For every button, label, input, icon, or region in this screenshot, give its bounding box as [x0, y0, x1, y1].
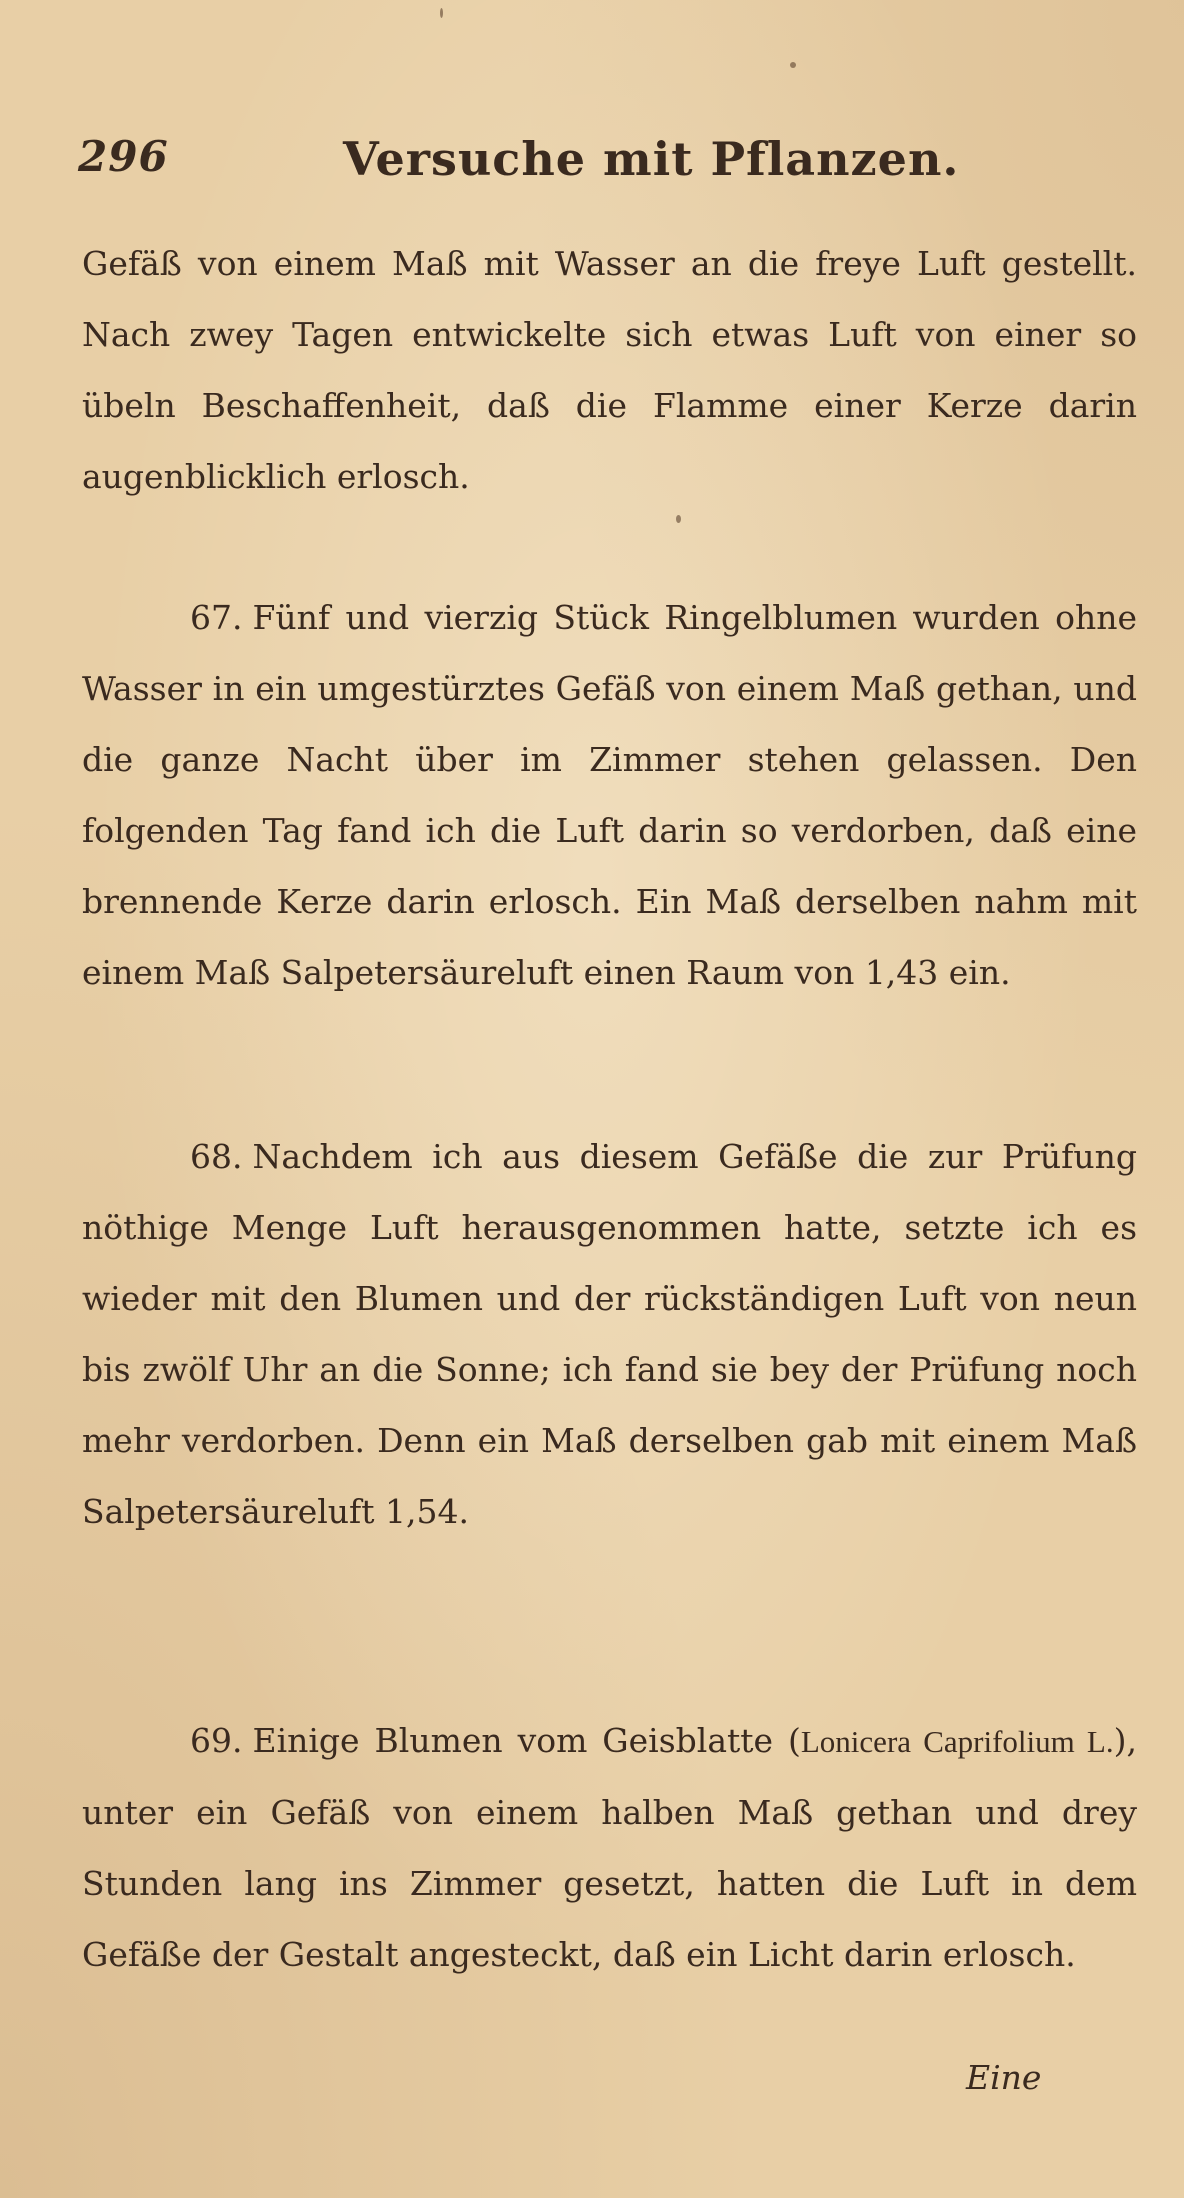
continuation-paragraph: Gefäß von einem Maß mit Wasser an die freye Luft gestellt. Nach zwey Tagen entwickelte sich etwas Luft von einer so übeln Beschaffenheit, daß die Flamme einer Kerze darin augenblicklich erlosch. — [82, 244, 1137, 496]
paper-speck — [440, 8, 443, 18]
paragraph-69 — [82, 1705, 1137, 1990]
page-number: 296 — [78, 132, 169, 181]
paragraph-number-68: 68. — [190, 1137, 243, 1176]
paragraph-number-67: 67. — [190, 598, 243, 637]
paragraph-69-text-after: ), unter ein Gefäß von einem halben Maß gethan und drey Stunden lang ins Zimmer gesetzt, hatten die Luft in dem Gefäße der Gestalt angesteckt, daß ein Licht darin erlosch. — [82, 1721, 1137, 1974]
running-head: Versuche mit Pflanzen. — [343, 132, 960, 186]
paper-speck — [790, 62, 796, 68]
paragraph-67 — [82, 582, 1137, 1008]
paper-speck — [676, 515, 681, 523]
paragraph-69-text-before: Einige Blumen vom Geisblatte ( — [252, 1721, 801, 1760]
paragraph-67-text: Fünf und vierzig Stück Ringelblumen wurden ohne Wasser in ein umgestürztes Gefäß von einem Maß gethan, und die ganze Nacht über im Zimmer stehen gelassen. Den folgenden Tag fand ich die Luft darin so verdorben, daß eine brennende Kerze darin erlosch. Ein Maß derselben nahm mit einem Maß Salpetersäureluft einen Raum von 1,43 ein. — [82, 598, 1137, 992]
latin-species-name: Lonicera Caprifolium L. — [800, 1724, 1114, 1759]
paragraph-number-69: 69. — [190, 1721, 243, 1760]
catchword: Eine — [966, 2058, 1042, 2097]
page-header — [78, 132, 1108, 202]
paragraph-68-text: Nachdem ich aus diesem Gefäße die zur Prüfung nöthige Menge Luft herausgenommen hatte, setzte ich es wieder mit den Blumen und der rückständigen Luft von neun bis zwölf Uhr an die Sonne; ich fand sie bey der Prüfung noch mehr verdorben. Denn ein Maß derselben gab mit einem Maß Salpetersäureluft 1,54. — [82, 1137, 1137, 1531]
paragraph-68 — [82, 1121, 1137, 1547]
